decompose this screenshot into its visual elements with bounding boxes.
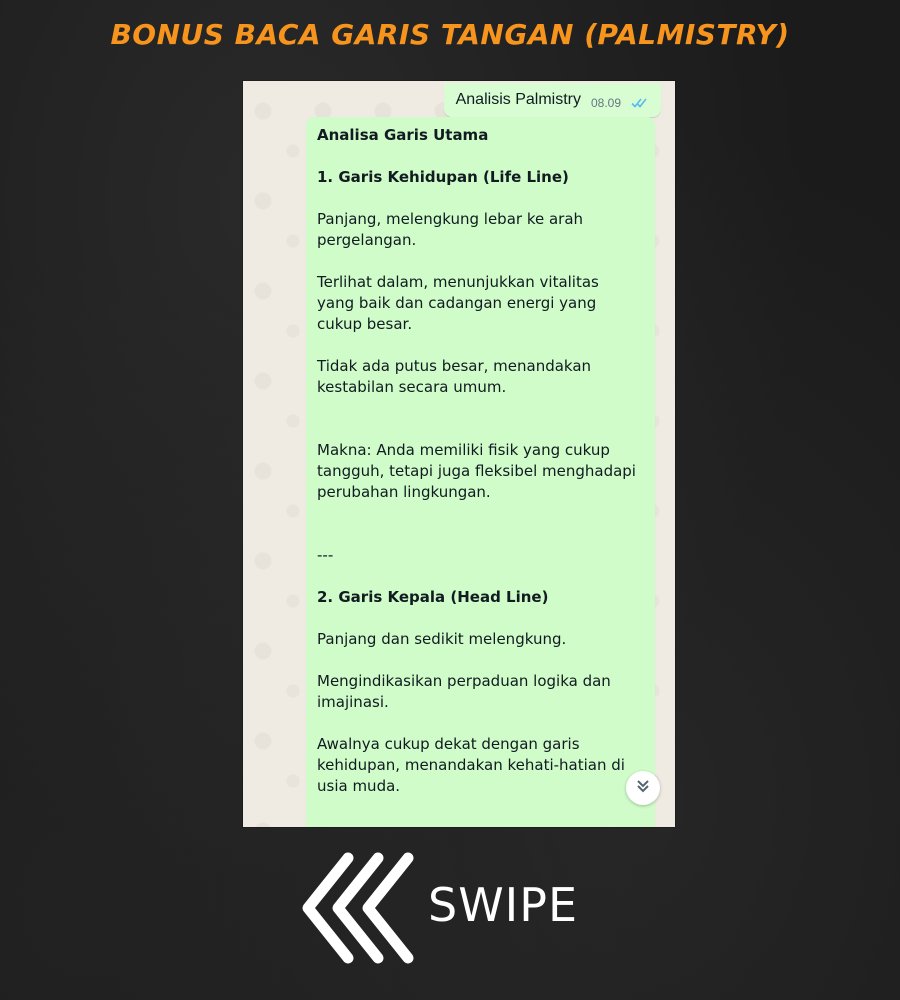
- message-line: usia muda.: [317, 777, 401, 795]
- page-title: BONUS BACA GARIS TANGAN (PALMISTRY): [110, 18, 790, 51]
- message-line: [317, 524, 647, 545]
- message-line: [317, 251, 647, 272]
- chat-screenshot: [243, 81, 675, 827]
- message-timestamp: 08.09: [590, 96, 621, 110]
- message-line: [317, 503, 647, 524]
- message-heading: 1. Garis Kehidupan (Life Line): [317, 168, 569, 186]
- message-heading: 2. Garis Kepala (Head Line): [317, 588, 549, 606]
- message-line: kestabilan secara umum.: [317, 378, 507, 396]
- message-line: Awalnya cukup dekat dengan garis: [317, 735, 580, 753]
- message-line: ---: [317, 546, 334, 564]
- outgoing-message-text: Analisis Palmistry: [455, 91, 581, 108]
- message-line: [317, 608, 647, 629]
- double-check-icon: [631, 94, 649, 113]
- message-line: Terlihat dalam, menunjukkan vitalitas: [317, 273, 599, 291]
- message-line: [317, 398, 647, 419]
- message-line: imajinasi.: [317, 693, 389, 711]
- message-line: Panjang dan sedikit melengkung.: [317, 630, 567, 648]
- triple-chevron-left-icon: [300, 850, 430, 970]
- swipe-label: SWIPE: [428, 878, 579, 932]
- message-line: Mengindikasikan perpaduan logika dan: [317, 672, 611, 690]
- message-line: cukup besar.: [317, 315, 413, 333]
- message-line: [317, 650, 647, 671]
- message-line: Tidak ada putus besar, menandakan: [317, 357, 592, 375]
- message-line: [317, 566, 647, 587]
- outgoing-message-bubble[interactable]: [444, 83, 661, 117]
- message-heading: Analisa Garis Utama: [317, 126, 489, 144]
- message-line: [317, 419, 647, 440]
- message-line: [317, 146, 647, 167]
- message-line: kehidupan, menandakan kehati-hatian di: [317, 756, 625, 774]
- message-line: perubahan lingkungan.: [317, 483, 491, 501]
- message-line: [317, 713, 647, 734]
- message-line: yang baik dan cadangan energi yang: [317, 294, 597, 312]
- message-line: [317, 188, 647, 209]
- message-line: pergelangan.: [317, 231, 417, 249]
- message-line: [317, 335, 647, 356]
- message-line: Makna: Anda memiliki fisik yang cukup: [317, 441, 610, 459]
- chevron-double-down-icon: [635, 778, 651, 798]
- message-line: Panjang, melengkung lebar ke arah: [317, 210, 584, 228]
- scroll-to-bottom-button[interactable]: [626, 771, 660, 805]
- incoming-message-bubble[interactable]: [306, 117, 655, 827]
- message-body: [317, 125, 647, 797]
- message-line: tangguh, tetapi juga fleksibel menghadapi: [317, 462, 636, 480]
